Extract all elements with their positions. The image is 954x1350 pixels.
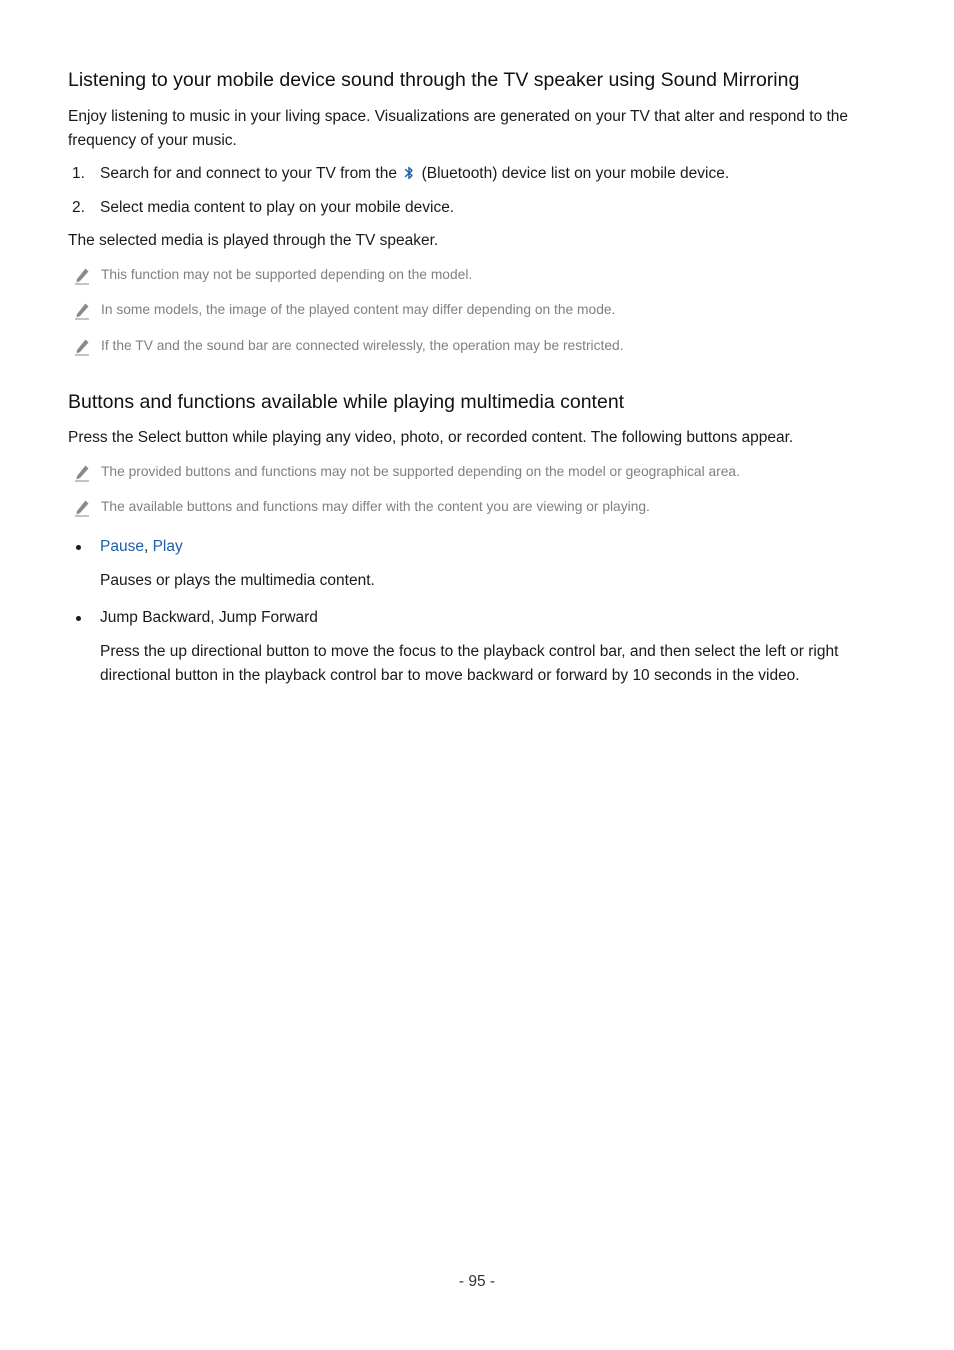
step-result: The selected media is played through the TV speaker. (68, 232, 439, 249)
step-number: 1. (72, 165, 85, 182)
pencil-icon (74, 464, 90, 482)
note-text: In some models, the image of the played content may differ depending on the mode. (101, 302, 616, 317)
note-text: The provided buttons and functions may not be supported depending on the model or geographical area. (101, 464, 740, 479)
section-title-buttons-functions: Buttons and functions available while playing multimedia content (68, 391, 625, 413)
page-number: - 95 - (458, 1273, 496, 1290)
note-text: This function may not be supported depending on the model. (101, 267, 473, 282)
pencil-icon (74, 302, 90, 320)
item-label: Jump Backward, Jump Forward (100, 609, 318, 626)
item-description: Pauses or plays the multimedia content. (100, 572, 375, 589)
step-text-after: (Bluetooth) device list on your mobile device. (421, 165, 730, 182)
note-text: The available buttons and functions may differ with the content you are viewing or playing. (101, 499, 650, 514)
bullet-dot (76, 545, 81, 550)
label-separator: , (143, 538, 153, 555)
note-text: If the TV and the sound bar are connected wirelessly, the operation may be restricted. (101, 338, 624, 353)
step-text: Select media content to play on your mobile device. (100, 199, 455, 216)
section-intro: Press the Select button while playing any video, photo, or recorded content. The following buttons appear. (68, 429, 794, 446)
section-title-sound-mirroring: Listening to your mobile device sound through the TV speaker using Sound Mirroring (68, 69, 800, 91)
pause-link[interactable]: Pause (100, 538, 144, 555)
pencil-icon (74, 499, 90, 517)
step-text-before: Search for and connect to your TV from the (100, 165, 397, 182)
pencil-icon (74, 267, 90, 285)
bluetooth-icon (403, 165, 415, 181)
item-description: Press the up directional button to move the focus to the playback control bar, and then select the left or right directional button in the playback control bar to move backward or forward by 10 seconds in the video. (100, 643, 839, 684)
play-link[interactable]: Play (152, 538, 183, 555)
pencil-icon (74, 338, 90, 356)
section-intro: Enjoy listening to music in your living space. Visualizations are generated on your TV that alter and respond to the frequency of your music. (68, 108, 849, 149)
bullet-dot (76, 616, 81, 621)
step-number: 2. (72, 199, 85, 216)
